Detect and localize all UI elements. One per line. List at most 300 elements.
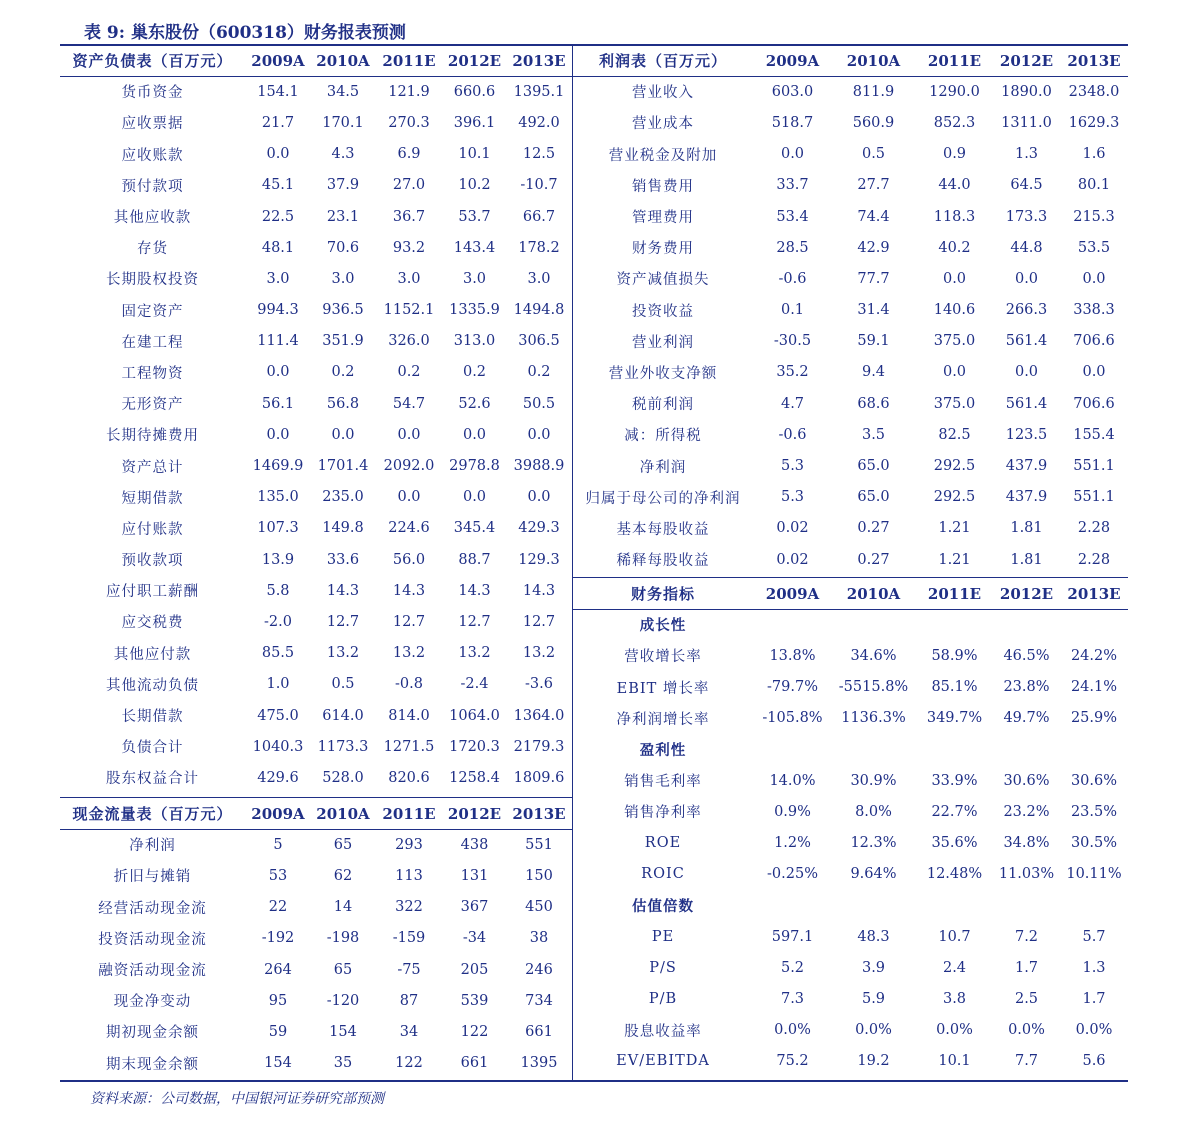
- header-year: 2010A: [316, 51, 370, 70]
- cell-value: 22: [268, 899, 288, 916]
- cell-value: 475.0: [257, 707, 299, 724]
- cell-value: 49.7%: [1003, 710, 1050, 727]
- cell-value: 0.2: [527, 364, 551, 381]
- cell-value: 313.0: [453, 333, 496, 350]
- cell-value: 64.5: [1010, 177, 1043, 194]
- cell-value: 561.4: [1005, 395, 1048, 412]
- cell-value: 37.9: [326, 177, 360, 194]
- cell-value: 603.0: [771, 83, 814, 100]
- cell-value: 1064.0: [449, 707, 500, 724]
- cell-value: -2.0: [264, 613, 292, 630]
- cell-value: 35.6%: [931, 835, 978, 852]
- cell-value: 351.9: [322, 333, 364, 350]
- table-row: [60, 326, 572, 357]
- row-label: 其他应收款: [113, 210, 192, 227]
- income-header-row: [572, 45, 1128, 76]
- cell-value: 0.02: [776, 520, 809, 537]
- cell-value: 7.7: [1014, 1053, 1039, 1070]
- cell-value: 10.1: [458, 146, 491, 163]
- table-row: [60, 513, 572, 544]
- cell-value: 0.27: [857, 520, 890, 537]
- cell-value: 0.0%: [1075, 1022, 1113, 1039]
- cell-value: 23.1: [326, 208, 360, 225]
- cell-value: 1.0: [266, 676, 290, 693]
- cell-value: 561.4: [1005, 333, 1048, 350]
- cell-value: 31.4: [857, 302, 890, 319]
- row-label: 无形资产: [121, 397, 184, 414]
- header-label: 现金流量表（百万元）: [72, 805, 233, 824]
- table-row: [572, 544, 1128, 575]
- row-label: 现金净变动: [113, 994, 192, 1011]
- cell-value: 53: [268, 867, 288, 884]
- table-row: [60, 170, 572, 201]
- cell-value: 528.0: [322, 769, 364, 786]
- cell-value: 3.0: [397, 270, 421, 287]
- row-label: 负债合计: [121, 740, 184, 757]
- cell-value: 170.1: [322, 114, 364, 131]
- cell-value: 12.3%: [850, 835, 897, 852]
- cell-value: 22.7%: [931, 803, 978, 820]
- cell-value: 0.0%: [1008, 1022, 1045, 1039]
- cell-value: 56.1: [261, 395, 295, 412]
- cell-value: 2179.3: [513, 738, 565, 755]
- row-label: 应交税费: [121, 615, 184, 632]
- header-label: 财务指标: [630, 585, 695, 604]
- cell-value: [1060, 890, 1128, 921]
- header-year: 2012E: [447, 51, 502, 70]
- cell-value: -0.6: [778, 426, 807, 443]
- cell-value: 0.0: [331, 426, 355, 443]
- table-row: [572, 859, 1128, 890]
- cell-value: 246: [525, 961, 553, 978]
- cell-value: 30.6%: [1070, 772, 1118, 789]
- cell-value: 154.1: [257, 83, 299, 100]
- cell-value: 0.2: [397, 364, 421, 381]
- table-row: [572, 419, 1128, 450]
- row-label: 税前利润: [632, 397, 694, 414]
- cell-value: 93.2: [392, 239, 426, 256]
- cell-value: [916, 734, 993, 765]
- cell-value: 450: [525, 899, 553, 916]
- header-year: 2013E: [512, 51, 566, 70]
- cell-value: 437.9: [1005, 458, 1048, 475]
- table-row: [60, 76, 572, 107]
- cell-value: 149.8: [322, 520, 364, 537]
- cell-value: [831, 609, 916, 640]
- cell-value: 0.0: [1082, 364, 1106, 381]
- cell-value: 437.9: [1005, 489, 1048, 506]
- cell-value: 326.0: [388, 333, 430, 350]
- cell-value: 345.4: [453, 520, 496, 537]
- cell-value: 65: [333, 961, 353, 978]
- row-label: 销售净利率: [624, 805, 702, 822]
- cell-value: 429.6: [257, 769, 299, 786]
- cell-value: 820.6: [388, 769, 430, 786]
- cell-value: 539: [460, 992, 489, 1009]
- balance-sheet-table: [60, 45, 572, 794]
- cell-value: 14.0%: [769, 772, 816, 789]
- cell-value: 30.6%: [1003, 772, 1050, 789]
- header-year: 2013E: [1067, 584, 1121, 603]
- cell-value: 1173.3: [317, 738, 369, 755]
- table-row: [60, 139, 572, 170]
- row-label: 融资活动现金流: [98, 963, 207, 980]
- table-row: [572, 1015, 1128, 1046]
- cell-value: 3.8: [942, 991, 967, 1008]
- cell-value: 85.1%: [931, 679, 978, 696]
- cell-value: 113: [395, 867, 423, 884]
- cell-value: 661: [460, 1055, 489, 1072]
- cell-value: 3988.9: [513, 458, 565, 475]
- table-row: [60, 954, 572, 985]
- balance-sheet-header-row: [60, 45, 572, 76]
- cell-value: 68.6: [857, 395, 890, 412]
- cell-value: 129.3: [518, 551, 560, 568]
- cell-value: 1335.9: [449, 302, 500, 319]
- cell-value: 82.5: [938, 426, 971, 443]
- cell-value: [916, 890, 993, 921]
- cell-value: 44.8: [1010, 239, 1043, 256]
- cell-value: 4.7: [780, 395, 805, 412]
- cell-value: 53.7: [458, 208, 491, 225]
- cell-value: 706.6: [1073, 333, 1115, 350]
- cell-value: -34: [462, 930, 487, 947]
- table-row: [60, 829, 572, 860]
- cell-value: -105.8%: [762, 710, 823, 727]
- cell-value: 338.3: [1073, 302, 1115, 319]
- cell-value: 24.2%: [1070, 647, 1118, 664]
- cell-value: 270.3: [388, 114, 430, 131]
- row-label: 净利润增长率: [616, 711, 710, 728]
- cell-value: 266.3: [1005, 302, 1048, 319]
- cell-value: 1.3: [1014, 146, 1039, 163]
- table-row: [572, 983, 1128, 1014]
- cell-value: 0.5: [331, 676, 355, 693]
- cell-value: 1.7: [1082, 991, 1106, 1008]
- cell-value: 1136.3%: [841, 710, 906, 727]
- header-year: 2012E: [999, 584, 1054, 603]
- cell-value: 1720.3: [449, 738, 500, 755]
- table-row: [60, 450, 572, 481]
- cell-value: [993, 609, 1060, 640]
- cell-value: 1701.4: [317, 458, 369, 475]
- row-label: 营业利润: [632, 334, 694, 351]
- cell-value: 1258.4: [449, 769, 500, 786]
- cell-value: [831, 890, 916, 921]
- row-label: 财务费用: [632, 241, 694, 258]
- cell-value: 42.9: [857, 239, 890, 256]
- indicators-header-row: [572, 578, 1128, 609]
- cell-value: 122: [460, 1023, 489, 1040]
- table-row: [572, 232, 1128, 263]
- row-label: 净利润: [639, 459, 687, 476]
- cell-value: 2.5: [1014, 991, 1039, 1008]
- cell-value: 0.0: [1014, 270, 1039, 287]
- cell-value: 1890.0: [1001, 83, 1052, 100]
- cell-value: 46.5%: [1003, 647, 1050, 664]
- cell-value: 75.2: [776, 1053, 809, 1070]
- cell-value: 56.0: [392, 551, 426, 568]
- cell-value: 7.2: [1014, 928, 1039, 945]
- section-row: [572, 609, 1128, 640]
- cell-value: 5.3: [780, 458, 805, 475]
- cell-value: 65: [333, 836, 353, 853]
- cell-value: [754, 890, 831, 921]
- row-label: 股息收益率: [624, 1023, 702, 1040]
- cell-value: 11.03%: [998, 866, 1055, 883]
- cell-value: 40.2: [938, 239, 971, 256]
- cell-value: [1060, 609, 1128, 640]
- cell-value: 5.3: [780, 489, 805, 506]
- cell-value: 0.0%: [936, 1022, 973, 1039]
- cell-value: 44.0: [938, 177, 971, 194]
- cell-value: 48.1: [261, 239, 295, 256]
- row-label: 存货: [137, 241, 168, 258]
- cell-value: 58.9%: [931, 647, 978, 664]
- cell-value: 80.1: [1077, 177, 1111, 194]
- cell-value: 614.0: [322, 707, 364, 724]
- row-label: 股东权益合计: [106, 771, 199, 788]
- cell-value: 5: [273, 836, 283, 853]
- header-year: 2012E: [999, 51, 1054, 70]
- cell-value: 33.9%: [931, 772, 978, 789]
- cell-value: 12.7: [326, 613, 360, 630]
- row-label: 折旧与摊销: [113, 869, 192, 886]
- cell-value: 3.0: [527, 270, 551, 287]
- cell-value: -2.4: [460, 676, 489, 693]
- row-label: 应收账款: [121, 147, 184, 164]
- table-row: [60, 263, 572, 294]
- row-label: 净利润: [129, 838, 176, 855]
- cell-value: 34: [399, 1023, 419, 1040]
- row-label: 归属于母公司的净利润: [585, 490, 741, 507]
- cell-value: 121.9: [388, 83, 430, 100]
- cash-flow-table: [60, 798, 572, 1079]
- table-row: [572, 765, 1128, 796]
- cell-value: 53.4: [776, 208, 809, 225]
- header-year: 2010A: [316, 804, 370, 823]
- cell-value: 28.5: [776, 239, 809, 256]
- cell-value: 38: [529, 930, 549, 947]
- cell-value: 814.0: [388, 707, 430, 724]
- cell-value: 396.1: [453, 114, 496, 131]
- cell-value: 551.1: [1073, 458, 1115, 475]
- cell-value: -0.6: [778, 270, 807, 287]
- cell-value: [831, 734, 916, 765]
- cell-value: 367: [460, 899, 489, 916]
- cell-value: 0.27: [857, 551, 890, 568]
- cell-value: 87: [399, 992, 419, 1009]
- row-label: 预收款项: [121, 553, 184, 570]
- cell-value: 0.02: [776, 551, 809, 568]
- header-year: 2009A: [765, 51, 820, 70]
- cell-value: -79.7%: [767, 679, 818, 696]
- cell-value: 30.9%: [850, 772, 897, 789]
- cell-value: 551.1: [1073, 489, 1115, 506]
- cell-value: 2092.0: [383, 458, 435, 475]
- cell-value: 13.9: [261, 551, 295, 568]
- header-year: 2011E: [382, 804, 436, 823]
- table-row: [572, 796, 1128, 827]
- cash-flow-header-row: [60, 798, 572, 829]
- cell-value: 36.7: [392, 208, 426, 225]
- cell-value: 375.0: [933, 395, 976, 412]
- cell-value: 25.9%: [1070, 710, 1118, 727]
- row-label: 投资收益: [632, 303, 694, 320]
- cell-value: 23.8%: [1003, 679, 1050, 696]
- header-year: 2013E: [512, 804, 566, 823]
- header-year: 2009A: [251, 804, 305, 823]
- header-year: 2009A: [765, 584, 820, 603]
- cell-value: 1469.9: [252, 458, 304, 475]
- table-row: [60, 232, 572, 263]
- cell-value: 173.3: [1005, 208, 1048, 225]
- cell-value: 34.8%: [1003, 835, 1050, 852]
- row-label: 长期待摊费用: [106, 428, 199, 445]
- table-row: [60, 419, 572, 450]
- cell-value: 1311.0: [1001, 114, 1052, 131]
- header-label: 资产负债表（百万元）: [72, 52, 233, 71]
- cell-value: 12.7: [392, 613, 426, 630]
- row-label: 长期借款: [121, 709, 184, 726]
- cell-value: 429.3: [518, 520, 560, 537]
- cell-value: 5.8: [266, 582, 290, 599]
- cell-value: 13.2: [392, 645, 426, 662]
- cell-value: 734: [525, 992, 553, 1009]
- cell-value: -120: [326, 992, 360, 1009]
- cell-value: 12.5: [522, 146, 556, 163]
- header-year: 2011E: [382, 51, 436, 70]
- cell-value: 13.2: [522, 645, 556, 662]
- cell-value: 1395.1: [513, 83, 565, 100]
- header-year: 2011E: [927, 584, 982, 603]
- cell-value: 2978.8: [449, 458, 500, 475]
- row-label: 期末现金余额: [106, 1056, 199, 1073]
- cell-value: 1494.8: [513, 302, 565, 319]
- table-row: [60, 731, 572, 762]
- cell-value: 56.8: [326, 395, 360, 412]
- cell-value: 143.4: [453, 239, 496, 256]
- cell-value: 19.2: [857, 1053, 890, 1070]
- cell-value: 74.4: [857, 208, 890, 225]
- cell-value: 852.3: [933, 114, 976, 131]
- table-row: [60, 923, 572, 954]
- cell-value: 33.7: [776, 177, 809, 194]
- cell-value: 0.0: [462, 426, 487, 443]
- header-year: 2011E: [927, 51, 982, 70]
- income-statement-table: [572, 45, 1128, 575]
- cell-value: 3.0: [462, 270, 487, 287]
- cell-value: 293: [395, 836, 423, 853]
- table-row: [572, 703, 1128, 734]
- table-title: 表 9: 巢东股份（600318）财务报表预测: [84, 23, 406, 43]
- cell-value: -75: [397, 961, 421, 978]
- row-label: 估值倍数: [632, 897, 694, 915]
- row-label: P/B: [648, 991, 678, 1008]
- row-label: 营业外收支净额: [608, 365, 718, 382]
- cell-value: 0.0: [462, 489, 487, 506]
- cell-value: 2348.0: [1068, 83, 1120, 100]
- cell-value: 0.0: [397, 489, 421, 506]
- cell-value: 1.81: [1010, 551, 1043, 568]
- row-label: 管理费用: [632, 210, 694, 227]
- cell-value: 322: [395, 899, 423, 916]
- cell-value: 0.0: [780, 146, 805, 163]
- cell-value: 23.5%: [1070, 803, 1118, 820]
- cell-value: 154: [329, 1023, 357, 1040]
- cell-value: 1809.6: [513, 769, 565, 786]
- row-label: 应付职工薪酬: [106, 584, 199, 601]
- cell-value: 0.0%: [774, 1022, 811, 1039]
- row-label: 货币资金: [121, 85, 184, 102]
- row-label: 销售毛利率: [624, 774, 702, 791]
- table-row: [60, 1016, 572, 1047]
- cell-value: -0.25%: [767, 866, 818, 883]
- row-label: 预付款项: [121, 178, 184, 195]
- cell-value: 21.7: [261, 114, 295, 131]
- cell-value: 660.6: [453, 83, 496, 100]
- cell-value: [916, 609, 993, 640]
- cell-value: 45.1: [261, 177, 295, 194]
- cell-value: 123.5: [1005, 426, 1048, 443]
- cell-value: 178.2: [518, 239, 560, 256]
- section-row: [572, 734, 1128, 765]
- table-row: [60, 638, 572, 669]
- cell-value: 492.0: [518, 114, 560, 131]
- cell-value: 1152.1: [383, 302, 435, 319]
- cell-value: 0.1: [780, 302, 805, 319]
- cell-value: 14.3: [326, 582, 360, 599]
- row-label: 减：所得税: [624, 428, 702, 445]
- cell-value: 7.3: [780, 991, 805, 1008]
- cell-value: 3.5: [861, 426, 886, 443]
- cell-value: 111.4: [257, 333, 299, 350]
- row-label: 工程物资: [121, 365, 184, 382]
- cell-value: 13.2: [458, 645, 491, 662]
- table-row: [572, 357, 1128, 388]
- cell-value: 30.5%: [1070, 835, 1118, 852]
- cell-value: [993, 890, 1060, 921]
- table-row: [572, 640, 1128, 671]
- cell-value: 14.3: [392, 582, 426, 599]
- cell-value: 2.28: [1077, 551, 1111, 568]
- table-row: [572, 513, 1128, 544]
- cell-value: 9.64%: [850, 866, 897, 883]
- row-label: 盈利性: [639, 742, 687, 760]
- table-row: [60, 860, 572, 891]
- cell-value: 12.7: [522, 613, 556, 630]
- cell-value: 292.5: [933, 489, 976, 506]
- table-row: [60, 762, 572, 793]
- cell-value: [754, 734, 831, 765]
- cell-value: -192: [261, 930, 295, 947]
- cell-value: 13.8%: [769, 647, 816, 664]
- table-row: [572, 952, 1128, 983]
- cell-value: -159: [392, 930, 426, 947]
- row-label: 营业收入: [632, 85, 694, 102]
- cell-value: 5.7: [1082, 928, 1106, 945]
- source-note: 资料来源：公司数据，中国银河证券研究部预测: [90, 1091, 384, 1107]
- cell-value: 215.3: [1073, 208, 1115, 225]
- row-label: ROIC: [641, 866, 685, 883]
- row-label: 营业税金及附加: [608, 147, 718, 164]
- cell-value: 5.2: [780, 959, 805, 976]
- cell-value: 2.28: [1077, 520, 1111, 537]
- cell-value: 0.2: [462, 364, 487, 381]
- header-year: 2009A: [251, 51, 305, 70]
- cell-value: -3.6: [525, 676, 553, 693]
- table-row: [60, 544, 572, 575]
